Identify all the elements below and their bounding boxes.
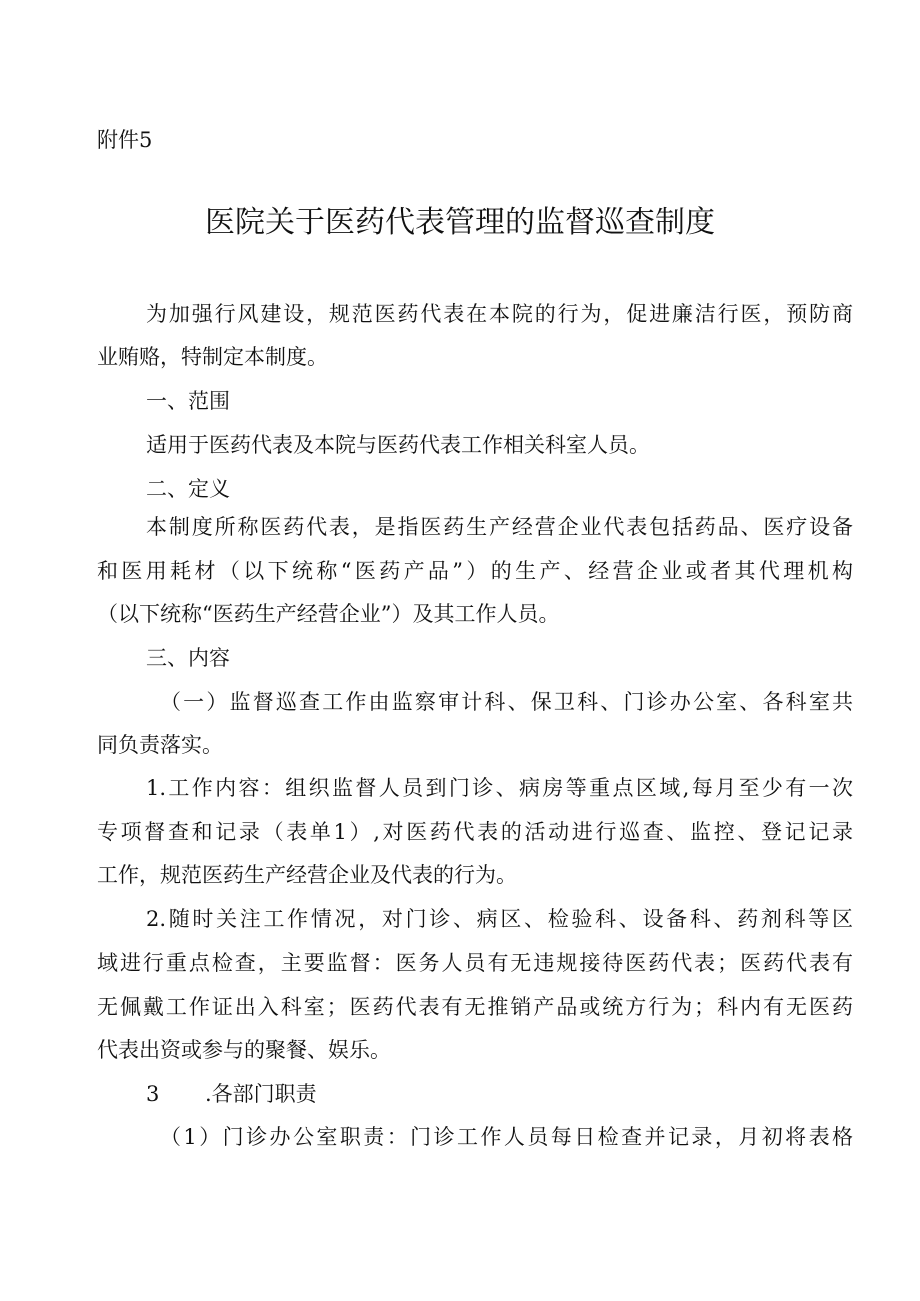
item-a-line-1: （一）监督巡查工作由监察审计科、保卫科、门诊办公室、各科室共: [160, 690, 853, 714]
attachment-label: 附件5: [97, 128, 153, 152]
intro-line-2: 业贿赂，特制定本制度。: [97, 345, 328, 369]
section-1-heading: 一、范围: [146, 389, 230, 413]
item-1-line-2: 专项督查和记录（表单1）,对医药代表的活动进行巡查、监控、登记记录: [97, 820, 853, 844]
section-2-body-line-1: 本制度所称医药代表，是指医药生产经营企业代表包括药品、医疗设备: [146, 515, 853, 539]
section-2-heading: 二、定义: [146, 477, 230, 501]
item-1-line-3: 工作，规范医药生产经营企业及代表的行为。: [97, 863, 517, 887]
item-1-line-1: 1.工作内容：组织监督人员到门诊、病房等重点区域,每月至少有一次: [146, 776, 853, 800]
item-2-line-2: 域进行重点检查，主要监督：医务人员有无违规接待医药代表；医药代表有: [97, 951, 853, 975]
section-1-body: 适用于医药代表及本院与医药代表工作相关科室人员。: [146, 433, 650, 457]
item-a-line-2: 同负责落实。: [97, 733, 223, 757]
section-2-body-line-2: 和医用耗材（以下统称“医药产品”）的生产、经营企业或者其代理机构: [97, 559, 853, 583]
item-3-heading: .各部门职责: [205, 1082, 317, 1106]
item-2-line-1: 2.随时关注工作情况，对门诊、病区、检验科、设备科、药剂科等区: [146, 907, 853, 931]
item-2-line-3: 无佩戴工作证出入科室；医药代表有无推销产品或统方行为；科内有无医药: [97, 995, 853, 1019]
item-3-number: 3: [146, 1082, 160, 1106]
section-3-heading: 三、内容: [146, 646, 230, 670]
intro-line-1: 为加强行风建设，规范医药代表在本院的行为，促进廉洁行医，预防商: [146, 302, 853, 326]
item-3a-line-1: （1）门诊办公室职责：门诊工作人员每日检查并记录，月初将表格: [160, 1125, 853, 1149]
item-2-line-4: 代表出资或参与的聚餐、娱乐。: [97, 1038, 391, 1062]
section-2-body-line-3: （以下统称“医药生产经营企业”）及其工作人员。: [97, 602, 560, 626]
document-title: 医院关于医药代表管理的监督巡查制度: [205, 205, 715, 240]
